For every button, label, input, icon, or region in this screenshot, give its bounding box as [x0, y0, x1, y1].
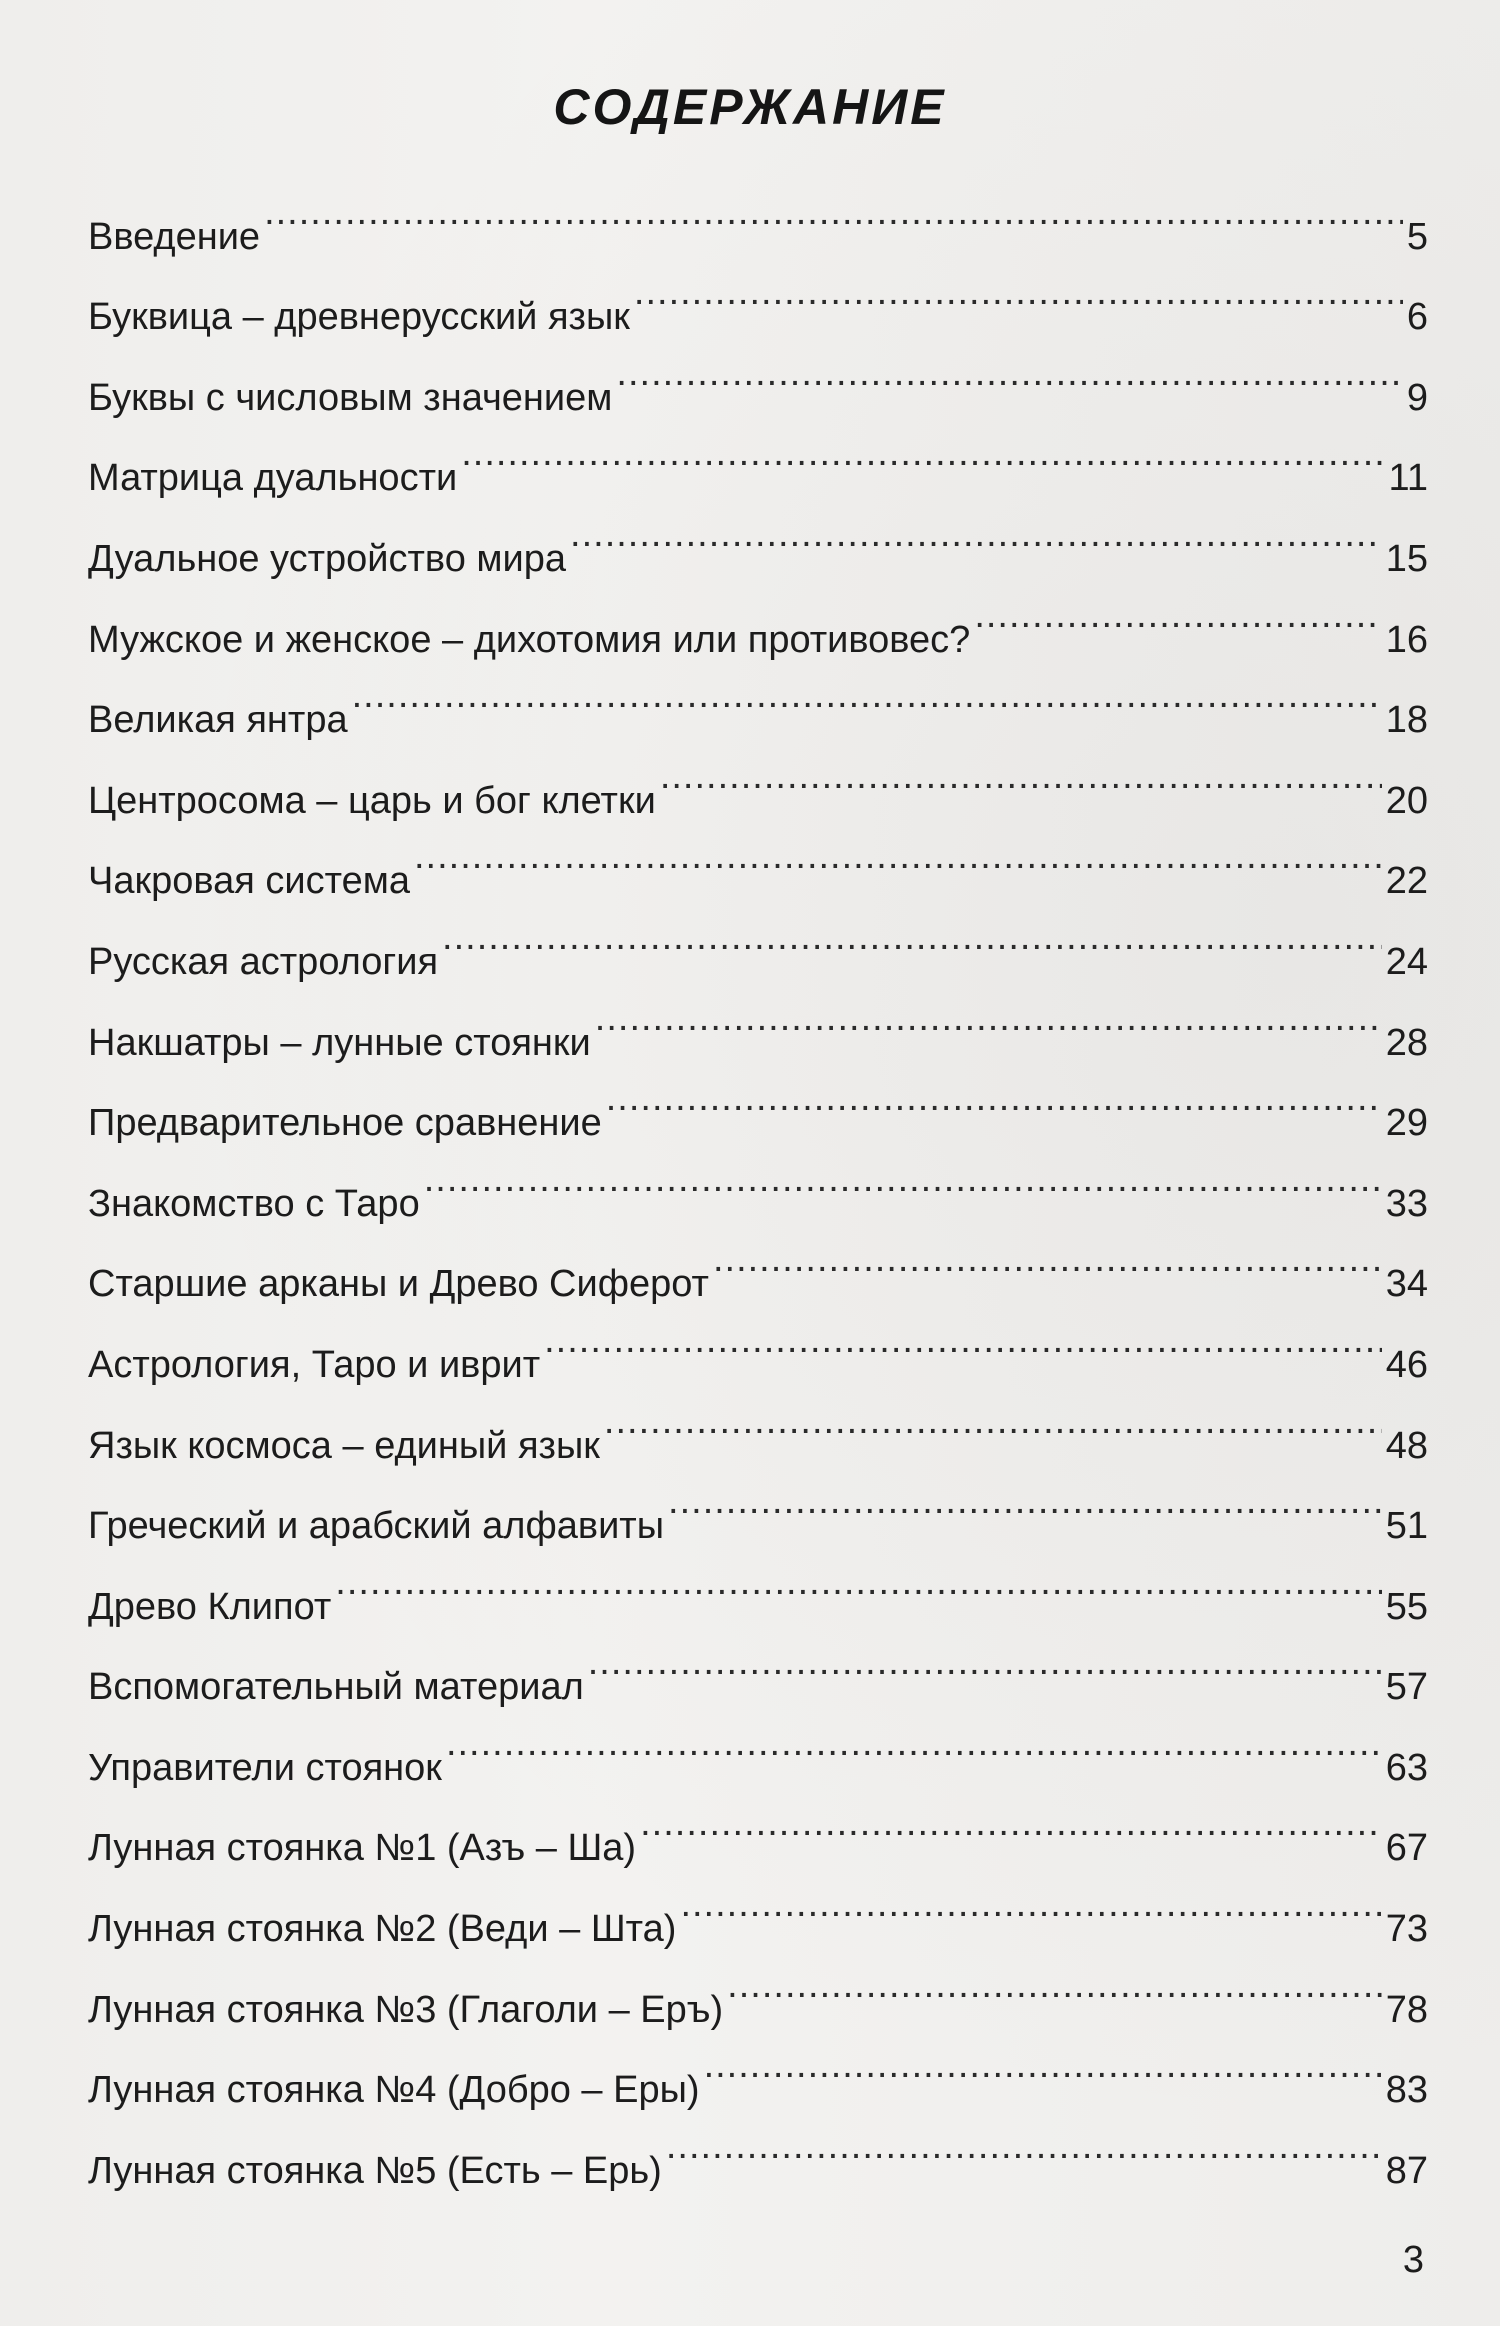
toc-entry-page: 33	[1385, 1182, 1428, 1225]
dot-leader	[264, 168, 1403, 249]
dot-leader	[544, 1296, 1382, 1377]
dot-leader	[424, 1135, 1382, 1216]
dot-leader	[616, 329, 1402, 410]
page-title: СОДЕРЖАНИЕ	[553, 79, 947, 135]
toc-entry-page: 67	[1385, 1827, 1428, 1870]
dot-leader	[713, 1216, 1382, 1297]
toc-entry-page: 18	[1385, 699, 1428, 742]
toc-entry-title: Великая янтра	[88, 699, 348, 742]
toc-entry-title: Лунная стоянка №3 (Глаголи – Еръ)	[88, 1988, 724, 2031]
dot-leader	[446, 1699, 1382, 1780]
toc-entry-page: 73	[1385, 1908, 1428, 1951]
dot-leader	[704, 2022, 1382, 2103]
toc-entry-page: 78	[1385, 1988, 1428, 2031]
dot-leader	[680, 1860, 1381, 1941]
dot-leader	[604, 1377, 1382, 1458]
dot-leader	[461, 410, 1384, 491]
toc-entry-page: 16	[1385, 618, 1428, 661]
toc-entry-title: Лунная стоянка №2 (Веди – Шта)	[88, 1908, 677, 1951]
table-of-contents	[88, 168, 1428, 2192]
dot-leader	[588, 1619, 1382, 1700]
toc-entry-page: 51	[1385, 1505, 1428, 1548]
toc-entry-title: Матрица дуальности	[88, 457, 458, 500]
toc-entry-page: 5	[1406, 215, 1428, 258]
toc-entry-title: Буквица – древнерусский язык	[88, 296, 630, 339]
toc-entry-title: Астрология, Таро и иврит	[88, 1343, 541, 1386]
toc-entry-title: Старшие арканы и Древо Сиферот	[88, 1263, 709, 1306]
toc-entry-title: Дуальное устройство мира	[88, 537, 567, 580]
dot-leader	[414, 813, 1382, 894]
toc-entry-title: Знакомство с Таро	[88, 1182, 420, 1225]
toc-entry-title: Центросома – царь и бог клетки	[88, 779, 656, 822]
toc-entry-page: 28	[1385, 1021, 1428, 1064]
toc-entry-page: 20	[1385, 779, 1428, 822]
dot-leader	[660, 732, 1382, 813]
toc-entry-title: Лунная стоянка №4 (Добро – Еры)	[88, 2069, 700, 2112]
toc-entry	[88, 249, 1428, 339]
toc-entry-page: 6	[1406, 296, 1428, 339]
toc-entry-page: 83	[1385, 2069, 1428, 2112]
dot-leader	[640, 1780, 1382, 1861]
page-number: 3	[1402, 2239, 1424, 2281]
toc-entry-title: Чакровая система	[88, 860, 410, 903]
toc-entry-page: 46	[1385, 1343, 1428, 1386]
toc-entry-page: 34	[1385, 1263, 1428, 1306]
toc-entry-page: 15	[1385, 537, 1428, 580]
toc-entry-page: 22	[1385, 860, 1428, 903]
toc-entry-title: Буквы с числовым значением	[88, 376, 613, 419]
toc-entry-page: 24	[1385, 940, 1428, 983]
dot-leader	[634, 249, 1403, 330]
toc-entry-title: Древо Клипот	[88, 1585, 332, 1628]
dot-leader	[335, 1538, 1381, 1619]
toc-entry-title: Введение	[88, 215, 261, 258]
toc-entry-title: Русская астрология	[88, 940, 439, 983]
dot-leader	[727, 1941, 1382, 2022]
toc-entry-page: 55	[1385, 1585, 1428, 1628]
toc-entry-title: Мужское и женское – дихотомия или противовес?	[88, 618, 971, 661]
toc-entry-page: 87	[1385, 2149, 1428, 2192]
toc-entry-title: Накшатры – лунные стоянки	[88, 1021, 591, 1064]
dot-leader	[595, 974, 1382, 1055]
toc-entry-page: 57	[1385, 1666, 1428, 1709]
toc-entry-page: 9	[1406, 376, 1428, 419]
dot-leader	[606, 1055, 1382, 1136]
dot-leader	[570, 490, 1382, 571]
toc-entry	[88, 168, 1428, 258]
toc-entry-title: Лунная стоянка №1 (Азъ – Ша)	[88, 1827, 637, 1870]
dot-leader	[668, 1458, 1382, 1539]
toc-entry-title: Греческий и арабский алфавиты	[88, 1505, 665, 1548]
toc-entry-title: Предварительное сравнение	[88, 1102, 602, 1145]
toc-entry-title: Лунная стоянка №5 (Есть – Ерь)	[88, 2149, 662, 2192]
toc-entry-title: Язык космоса – единый язык	[88, 1424, 600, 1467]
toc-entry-page: 29	[1385, 1102, 1428, 1145]
dot-leader	[974, 571, 1381, 652]
toc-entry-page: 48	[1385, 1424, 1428, 1467]
toc-entry-page: 63	[1385, 1746, 1428, 1789]
toc-entry-title: Управители стоянок	[88, 1746, 442, 1789]
dot-leader	[666, 2102, 1382, 2183]
dot-leader	[352, 652, 1382, 733]
dot-leader	[442, 893, 1382, 974]
toc-entry-title: Вспомогательный материал	[88, 1666, 584, 1709]
toc-entry-page: 11	[1388, 457, 1428, 500]
